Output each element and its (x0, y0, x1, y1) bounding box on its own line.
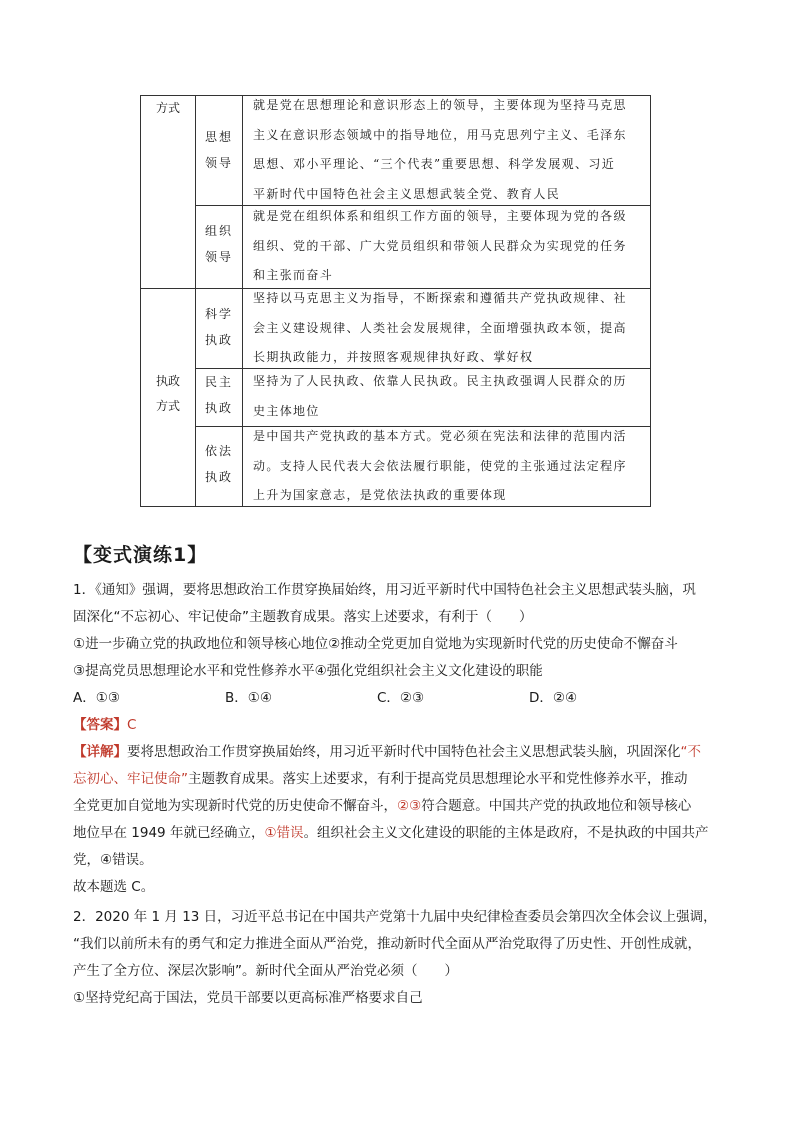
q1-choice-line: ③提高党员思想理论水平和党性修养水平④强化党组织社会主义文化建设的职能 (73, 663, 543, 679)
q1-stem-line: 固深化“不忘初心、牢记使命”主题教育成果。落实上述要求，有利于（ ） (73, 609, 533, 625)
q1-detail-line (73, 739, 723, 766)
section-title: 【变式演练1】 (73, 544, 208, 566)
row-label-line: 科学 (204, 307, 233, 321)
desc-line: 就是党在思想理论和意识形态上的领导，主要体现为坚持马克思 (253, 98, 627, 112)
q1-stem-line: 1．《通知》强调，要将思想政治工作贯穿换届始终，用习近平新时代中国特色社会主义思想武装头脑，巩 (73, 582, 696, 598)
row-label (197, 369, 241, 421)
question-2 (73, 904, 723, 1012)
row-description (253, 284, 645, 373)
q1-choice-line: ①进一步确立党的执政地位和领导核心地位②推动全党更加自觉地为实现新时代党的历史使命不懈奋斗 (73, 636, 678, 652)
desc-line: 平新时代中国特色社会主义思想武装全党、教育人民 (253, 186, 561, 201)
detail-text: 主题教育成果。落实上述要求，有利于提高党员思想理论水平和党性修养水平，推动 (188, 771, 688, 787)
option-c: C．②③ (377, 690, 425, 706)
row-label-line: 执政 (204, 470, 233, 484)
q1-detail-line (73, 820, 723, 847)
desc-line: 思想、邓小平理论、“三个代表”重要思想、科学发展观、习近 (253, 157, 616, 171)
desc-line: 长期执政能力，并按照客观规律执好政、掌好权 (253, 350, 534, 364)
row-label-line: 执政 (204, 333, 233, 347)
group1-label: 方式 (155, 101, 180, 115)
detail-text: 要将思想政治工作贯穿换届始终，用习近平新时代中国特色社会主义思想武装头脑，巩固深化 (127, 744, 681, 760)
detail-highlight: “不 (680, 744, 701, 760)
answer-tag: 【答案】 (73, 717, 127, 733)
q1-conclusion: 故本题选 C。 (73, 879, 155, 895)
detail-text: 地位早在 1949 年就已经确立， (73, 825, 265, 841)
row-label (197, 124, 241, 176)
row-label-line: 领导 (204, 250, 233, 264)
detail-text: 全党更加自觉地为实现新时代党的历史使命不懈奋斗， (73, 798, 397, 814)
answer-value: C (127, 717, 137, 733)
option-d: D．②④ (529, 690, 578, 706)
row-label (197, 301, 241, 353)
row-label-line: 组织 (204, 224, 233, 238)
desc-line: 会主义建设规律、人类社会发展规律，全面增强执政本领，提高 (253, 320, 627, 335)
option-a: A．①③ (73, 690, 120, 706)
knowledge-table (140, 95, 651, 507)
q2-stem-line: 产生了全方位、深层次影响”。新时代全面从严治党必须（ ） (73, 963, 458, 979)
row-label-line: 执政 (204, 401, 233, 415)
desc-line: 主义在意识形态领域中的指导地位，用马克思列宁主义、毛泽东 (253, 127, 627, 142)
detail-highlight: ①错误 (264, 825, 304, 841)
question-1 (73, 577, 723, 901)
q2-stem-line: 2．2020 年 1 月 13 日，习近平总书记在中国共产党第十九届中央纪律检查委员会第四次全体会议上强调， (73, 909, 717, 925)
row-label-line: 依法 (204, 444, 233, 458)
q1-detail-line (73, 793, 723, 820)
desc-line: 组织、党的干部、广大党员组织和带领人民群众为实现党的任务 (253, 238, 627, 253)
detail-tag: 【详解】 (73, 744, 127, 760)
desc-line: 和主张而奋斗 (253, 268, 334, 282)
group2-label-line2: 方式 (155, 399, 180, 413)
desc-line: 史主体地位 (253, 403, 320, 418)
group2-label-line1: 执政 (155, 374, 180, 388)
group2-label (141, 369, 195, 419)
row-description (253, 202, 645, 291)
q2-choice-line: ①坚持党纪高于国法，党员干部要以更高标准严格要求自己 (73, 990, 423, 1006)
desc-line: 动。支持人民代表大会依法履行职能，使党的主张通过法定程序 (253, 458, 627, 473)
desc-line: 坚持以马克思主义为指导，不断探索和遵循共产党执政规律、社 (253, 291, 627, 305)
desc-line: 就是党在组织体系和组织工作方面的领导，主要体现为党的各级 (253, 209, 627, 223)
row-description (253, 91, 645, 209)
detail-text: 符合题意。中国共产党的执政地位和领导核心 (421, 798, 692, 814)
q1-detail-line (73, 766, 723, 793)
detail-highlight: 忘初心、牢记使命” (73, 771, 188, 787)
q1-detail-line: 党，④错误。 (73, 852, 153, 868)
desc-line: 坚持为了人民执政、依靠人民执政。民主执政强调人民群众的历 (253, 374, 627, 388)
row-label-line: 领导 (204, 156, 233, 170)
row-label-line: 思想 (204, 130, 233, 144)
row-label (197, 438, 241, 490)
row-description (253, 367, 645, 426)
row-label (197, 218, 241, 270)
row-description (253, 422, 645, 511)
q1-answer (73, 712, 723, 739)
q2-stem-line: “我们以前所未有的勇气和定力推进全面从严治党，推动新时代全面从严治党取得了历史性、开创性成就， (73, 936, 701, 952)
detail-text: 。组织社会主义文化建设的职能的主体是政府，不是执政的中国共产 (303, 825, 709, 841)
q1-options (73, 685, 723, 712)
detail-highlight: ②③ (397, 798, 422, 814)
desc-line: 上升为国家意志，是党依法执政的重要体现 (253, 488, 507, 502)
desc-line: 是中国共产党执政的基本方式。党必须在宪法和法律的范围内活 (253, 429, 627, 443)
row-label-line: 民主 (204, 375, 233, 389)
option-b: B．①④ (225, 690, 272, 706)
